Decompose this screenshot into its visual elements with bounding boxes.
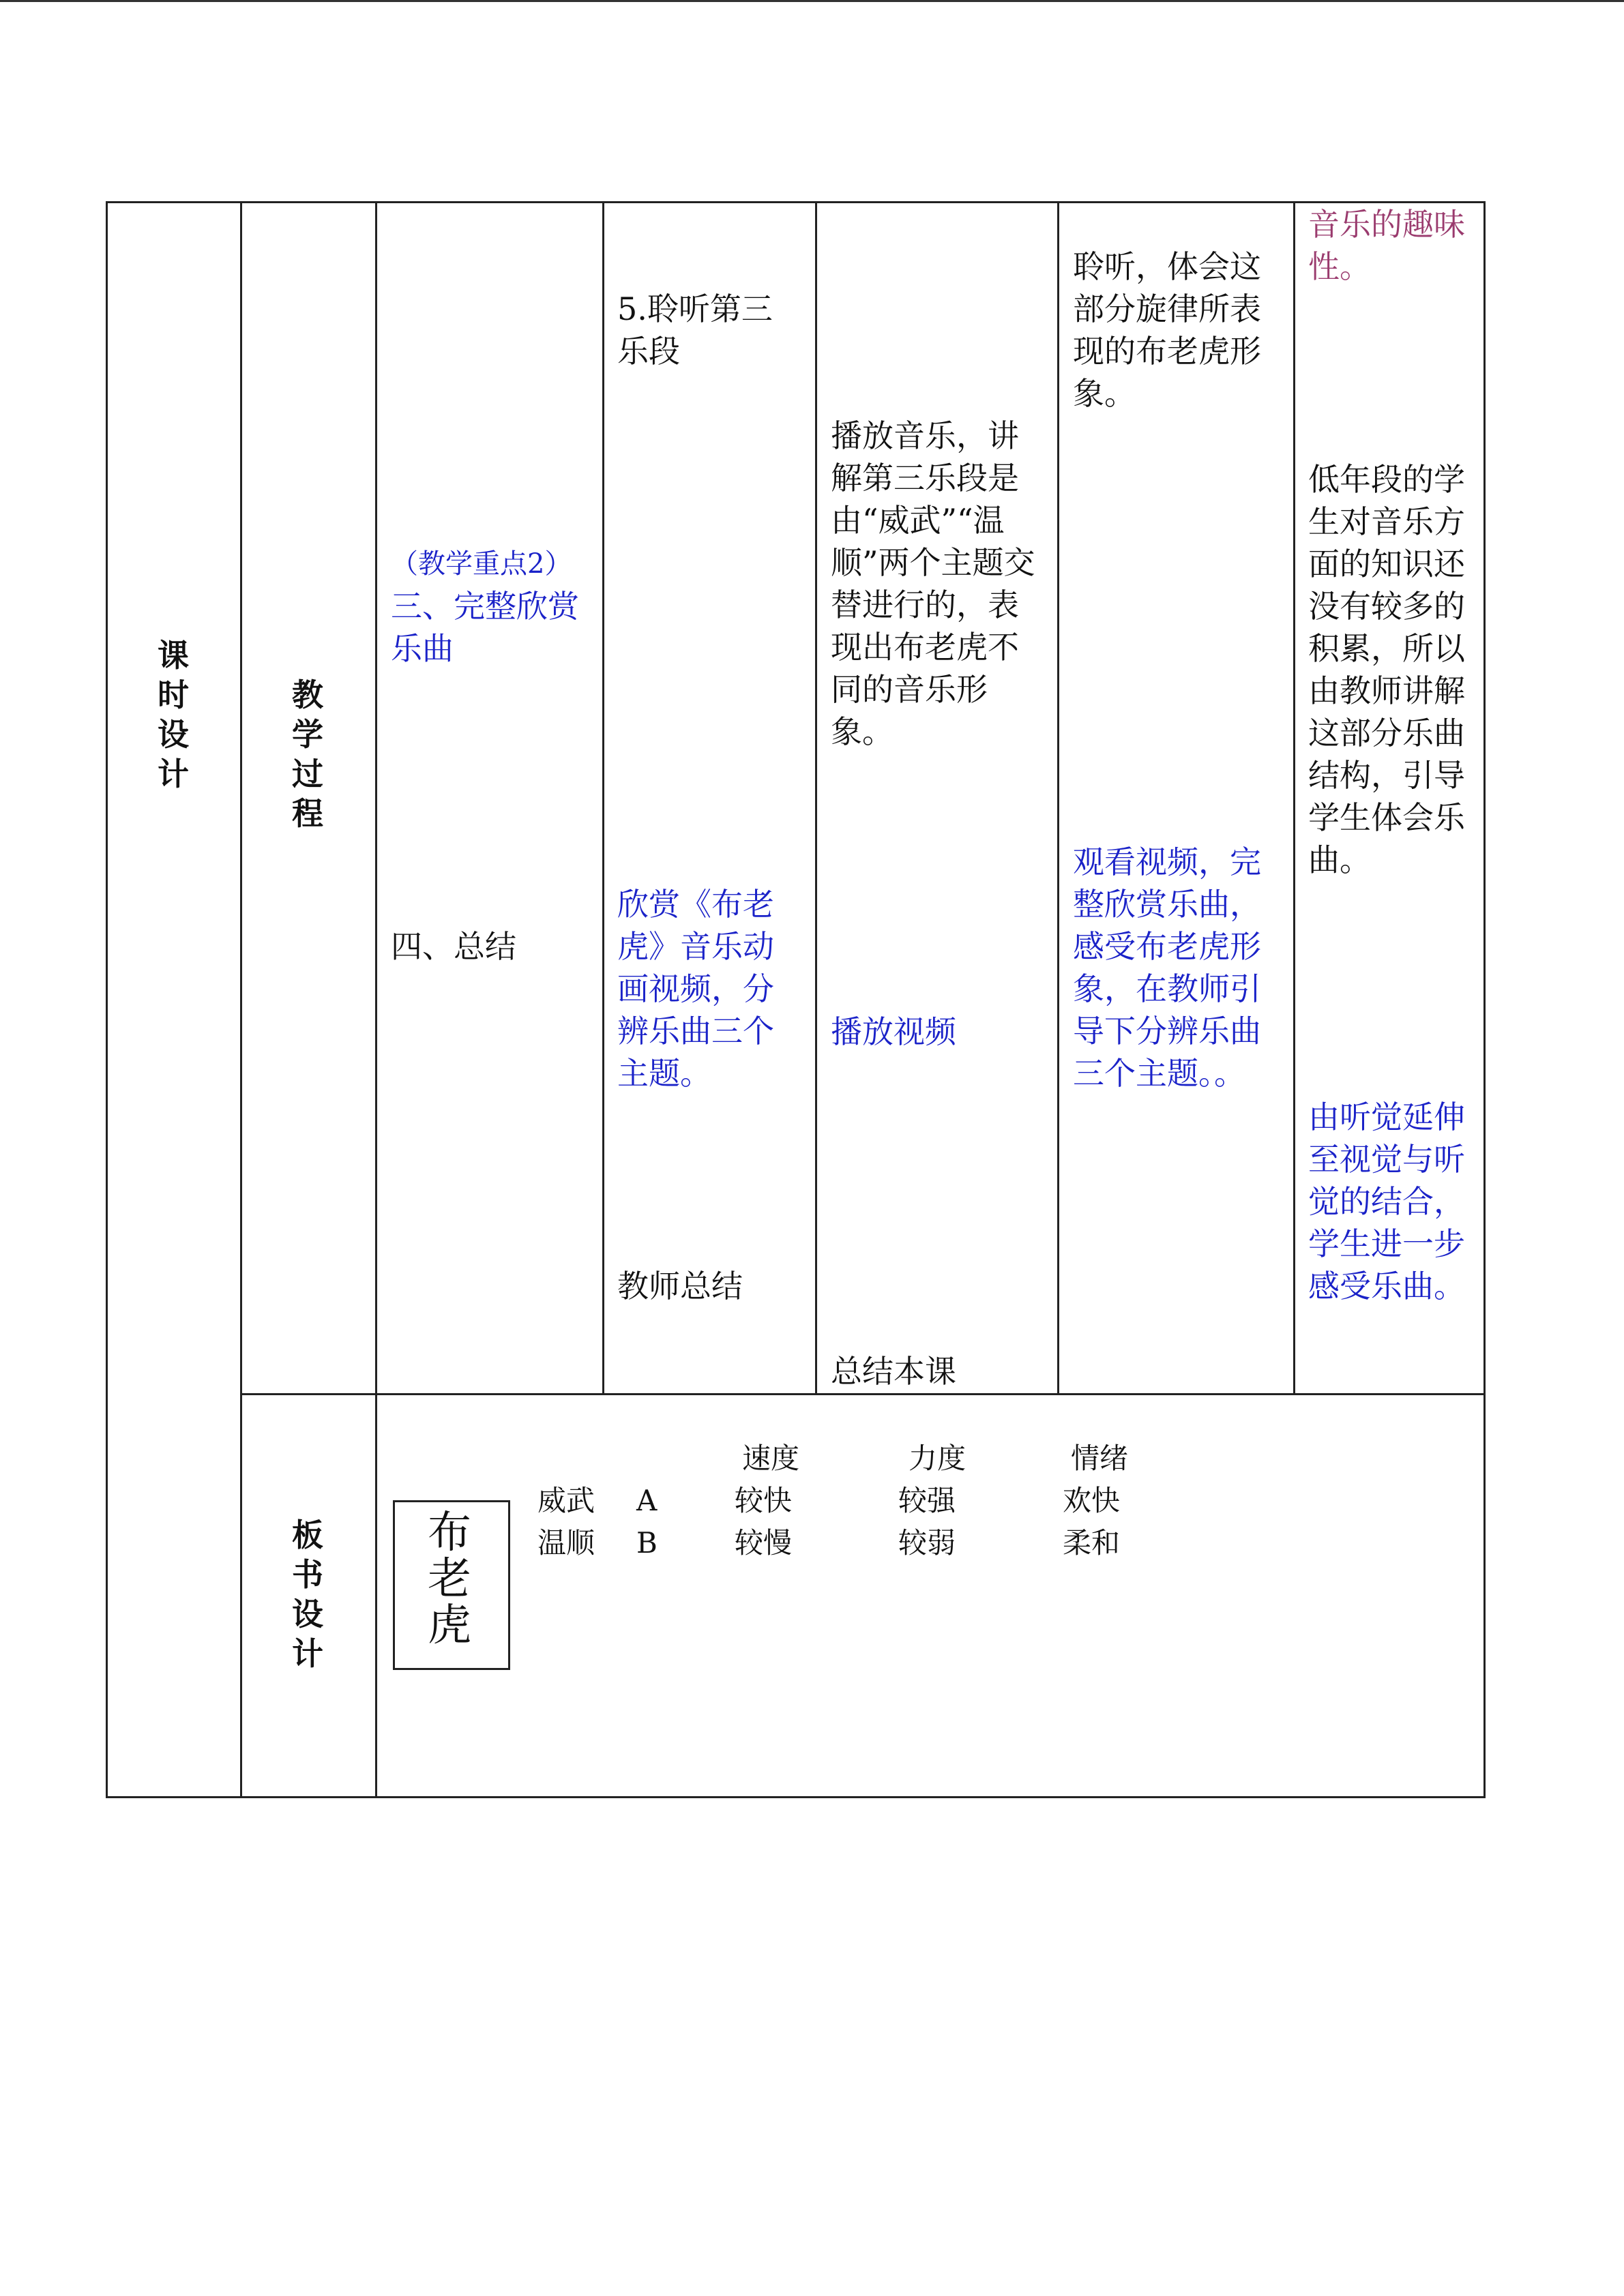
- board-header-strength: 力度: [909, 1442, 966, 1475]
- page-top-border: [0, 0, 1624, 2]
- stage-complete-appreciation: 三、完整欣赏乐曲: [391, 588, 579, 667]
- board-header-mood: 情绪: [1071, 1442, 1129, 1475]
- board-row-mood: 柔和: [1063, 1526, 1121, 1560]
- teacher-play-music: 播放音乐，讲解第三乐段是由“威武”“温顺”两个主题交替进行的，表现出布老虎不同的音乐形象。: [831, 417, 1035, 750]
- content-teacher-summary: 教师总结: [617, 1268, 743, 1304]
- board-header-speed: 速度: [742, 1442, 800, 1475]
- teacher-summarize-lesson: 总结本课: [831, 1353, 956, 1390]
- board-title: 布老虎: [428, 1508, 471, 1651]
- board-row-speed: 较慢: [735, 1526, 793, 1560]
- lesson-design-header: 课时设计: [158, 637, 189, 792]
- teaching-process-header: 教学过程: [292, 676, 323, 832]
- board-row-strength: 较强: [898, 1484, 956, 1517]
- board-row-strength: 较弱: [898, 1526, 956, 1560]
- content-watch-animation: 欣赏《布老虎》音乐动画视频，分辨乐曲三个主题。: [617, 886, 774, 1092]
- board-row-name: 温顺: [537, 1526, 595, 1560]
- student-watch-video: 观看视频，完整欣赏乐曲，感受布老虎形象，在教师引导下分辨乐曲三个主题。。: [1073, 844, 1261, 1092]
- stage-summary: 四、总结: [391, 928, 516, 965]
- board-row-label: B: [636, 1526, 658, 1560]
- teaching-focus-2: （教学重点2）: [391, 548, 572, 580]
- intent-teacher-explains: 低年段的学生对音乐方面的知识还没有较多的积累，所以由教师讲解这部分乐曲结构，引导学生体会乐曲。: [1308, 461, 1465, 878]
- board-row-mood: 欢快: [1063, 1484, 1121, 1517]
- board-row-label: A: [636, 1484, 658, 1517]
- intent-musical-fun: 音乐的趣味性。: [1308, 206, 1465, 285]
- board-row-name: 威武: [537, 1484, 595, 1517]
- content-listen-third-section: 5.聆听第三乐段: [617, 290, 773, 370]
- board-design-header: 板书设计: [292, 1517, 323, 1672]
- student-listen: 聆听，体会这部分旋律所表现的布老虎形象。: [1073, 248, 1261, 412]
- teacher-play-video: 播放视频: [831, 1013, 956, 1050]
- board-row-speed: 较快: [735, 1484, 793, 1517]
- intent-visual-extension: 由听觉延伸至视觉与听觉的结合，学生进一步感受乐曲。: [1308, 1099, 1465, 1304]
